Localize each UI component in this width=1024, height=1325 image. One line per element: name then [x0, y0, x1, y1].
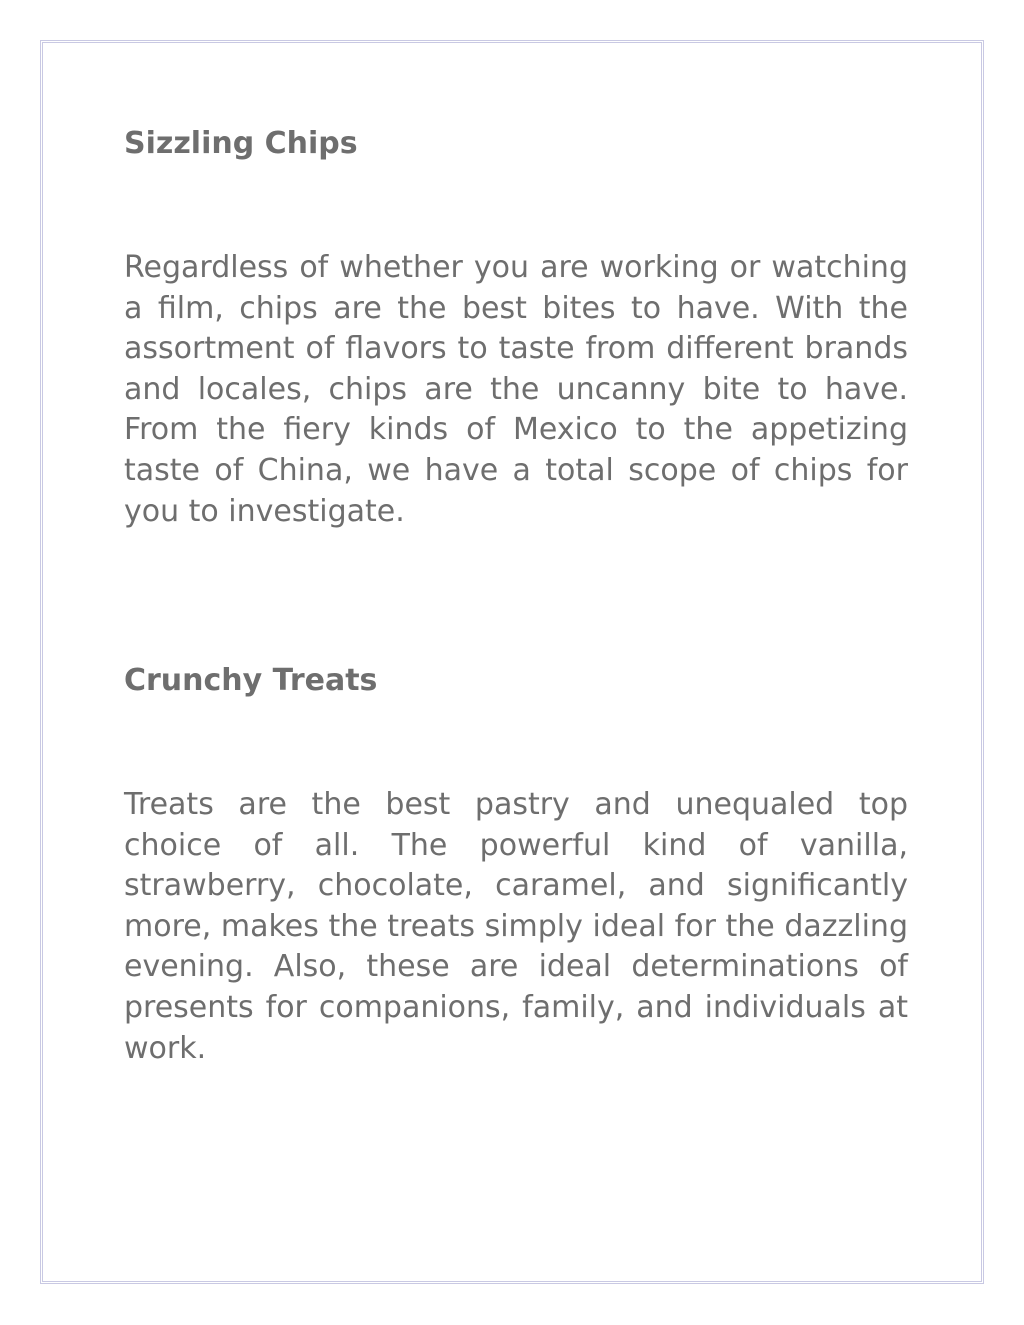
section-heading-crunchy-treats: Crunchy Treats	[124, 663, 378, 698]
section-heading-sizzling-chips: Sizzling Chips	[124, 126, 358, 161]
page-frame	[40, 40, 984, 1284]
section-body-crunchy-treats: Treats are the best pastry and unequaled top choice of all. The powerful kind of vanilla, strawberry, chocolate, caramel, and significantly more, makes the treats simply ideal for the dazzling evening. Also, these are ideal determinations of presents for companions, family, and individuals at work.	[124, 787, 908, 1066]
section-body-sizzling-chips: Regardless of whether you are working or watching a film, chips are the best bites to have. With the assortment of flavors to taste from different brands and locales, chips are the uncanny bite to have. From the fiery kinds of Mexico to the appetizing taste of China, we have a total scope of chips for you to investigate.	[124, 250, 908, 529]
